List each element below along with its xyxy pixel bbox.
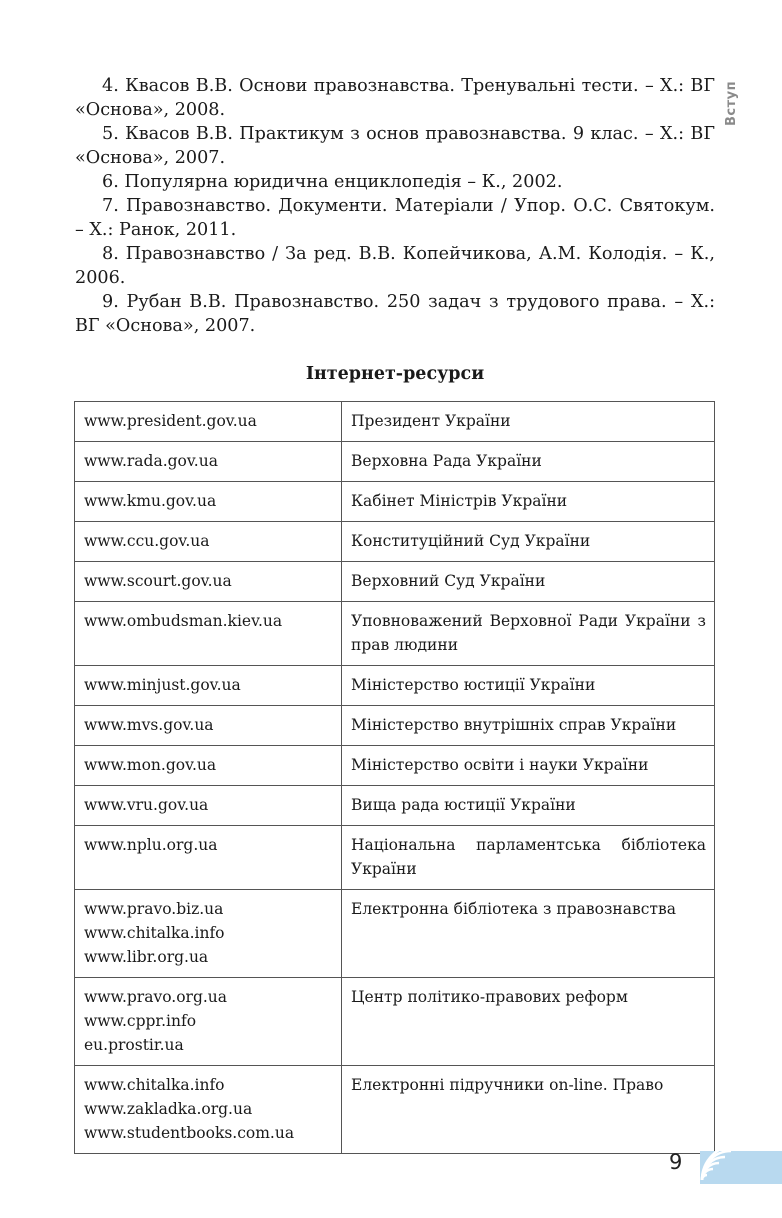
page-number: 9 [669, 1150, 683, 1174]
resource-url-cell [75, 786, 342, 826]
resource-url: www.vru.gov.ua [84, 796, 209, 814]
resource-description: Уповноважений Верховної Ради України з прав людини [342, 602, 715, 666]
section-side-label [718, 80, 750, 132]
table-heading: Інтернет-ресурси [305, 364, 485, 384]
resource-url: www.rada.gov.ua [84, 452, 218, 470]
resources-table [74, 401, 715, 1154]
reference-item: 8. Правознавство / За ред. В.В. Копейчикова, А.М. Колодія. – К., 2006. [75, 244, 715, 288]
resource-url: www.zakladka.org.ua [84, 1100, 253, 1118]
table-row [75, 826, 715, 890]
reference-list [75, 74, 715, 338]
resource-url: www.kmu.gov.ua [84, 492, 217, 510]
resource-url: www.pravo.org.ua [84, 988, 228, 1006]
reference-item: 7. Правознавство. Документи. Матеріали / Упор. О.С. Святокум. – Х.: Ранок, 2011. [75, 196, 715, 240]
resource-url-cell [75, 562, 342, 602]
resource-url-cell [75, 666, 342, 706]
resource-url: www.minjust.gov.ua [84, 676, 241, 694]
table-row [75, 482, 715, 522]
resource-url-cell [75, 890, 342, 978]
table-row [75, 746, 715, 786]
resource-description: Президент України [342, 402, 715, 442]
table-row [75, 786, 715, 826]
resource-url-cell [75, 826, 342, 890]
resource-description: Національна парламентська бібліотека України [342, 826, 715, 890]
resource-url: eu.prostir.ua [84, 1036, 184, 1054]
resource-url: www.chitalka.info [84, 1076, 225, 1094]
resource-url-cell [75, 442, 342, 482]
resource-description: Міністерство внутрішніх справ України [342, 706, 715, 746]
resource-url: www.ccu.gov.ua [84, 532, 210, 550]
table-row [75, 1066, 715, 1154]
resource-url: www.chitalka.info [84, 924, 225, 942]
resource-url-cell [75, 706, 342, 746]
resources-table-body [75, 402, 715, 1154]
resource-url-cell [75, 746, 342, 786]
resource-url: www.president.gov.ua [84, 412, 257, 430]
table-row [75, 522, 715, 562]
table-row [75, 402, 715, 442]
resource-description: Верховна Рада України [342, 442, 715, 482]
reference-item: 4. Квасов В.В. Основи правознавства. Тренувальні тести. – Х.: ВГ «Основа», 2008. [75, 76, 715, 120]
table-row [75, 562, 715, 602]
resource-url-cell [75, 482, 342, 522]
table-row [75, 706, 715, 746]
resource-url-cell [75, 402, 342, 442]
resource-description: Міністерство юстиції України [342, 666, 715, 706]
resource-url: www.nplu.org.ua [84, 836, 218, 854]
resource-description: Кабінет Міністрів України [342, 482, 715, 522]
resource-url: www.ombudsman.kiev.ua [84, 612, 283, 630]
resource-url: www.studentbooks.com.ua [84, 1124, 295, 1142]
resource-description: Міністерство освіти і науки України [342, 746, 715, 786]
resource-description: Електронні підручники on-line. Право [342, 1066, 715, 1154]
resource-url: www.cppr.info [84, 1012, 197, 1030]
reference-item: 6. Популярна юридична енциклопедія – К., 2002. [102, 172, 563, 192]
resource-url: www.libr.org.ua [84, 948, 209, 966]
table-row [75, 890, 715, 978]
resource-url: www.mon.gov.ua [84, 756, 217, 774]
reference-item: 5. Квасов В.В. Практикум з основ правознавства. 9 клас. – Х.: ВГ «Основа», 2007. [75, 124, 715, 168]
table-row [75, 442, 715, 482]
resource-description: Конституційний Суд України [342, 522, 715, 562]
resource-url-cell [75, 1066, 342, 1154]
resource-description: Вища рада юстиції України [342, 786, 715, 826]
resource-url-cell [75, 602, 342, 666]
resource-description: Електронна бібліотека з правознавства [342, 890, 715, 978]
resource-url-cell [75, 978, 342, 1066]
resource-url: www.scourt.gov.ua [84, 572, 232, 590]
table-row [75, 602, 715, 666]
section-side-label-text: Вступ [724, 80, 739, 126]
resource-description: Центр політико-правових реформ [342, 978, 715, 1066]
table-row [75, 666, 715, 706]
resource-description: Верховний Суд України [342, 562, 715, 602]
resource-url-cell [75, 522, 342, 562]
signal-waves-icon [700, 1151, 782, 1184]
table-row [75, 978, 715, 1066]
resource-url: www.mvs.gov.ua [84, 716, 214, 734]
reference-item: 9. Рубан В.В. Правознавство. 250 задач з трудового права. – Х.: ВГ «Основа», 2007. [75, 292, 715, 336]
page-tab-decoration [700, 1151, 782, 1184]
resource-url: www.pravo.biz.ua [84, 900, 224, 918]
